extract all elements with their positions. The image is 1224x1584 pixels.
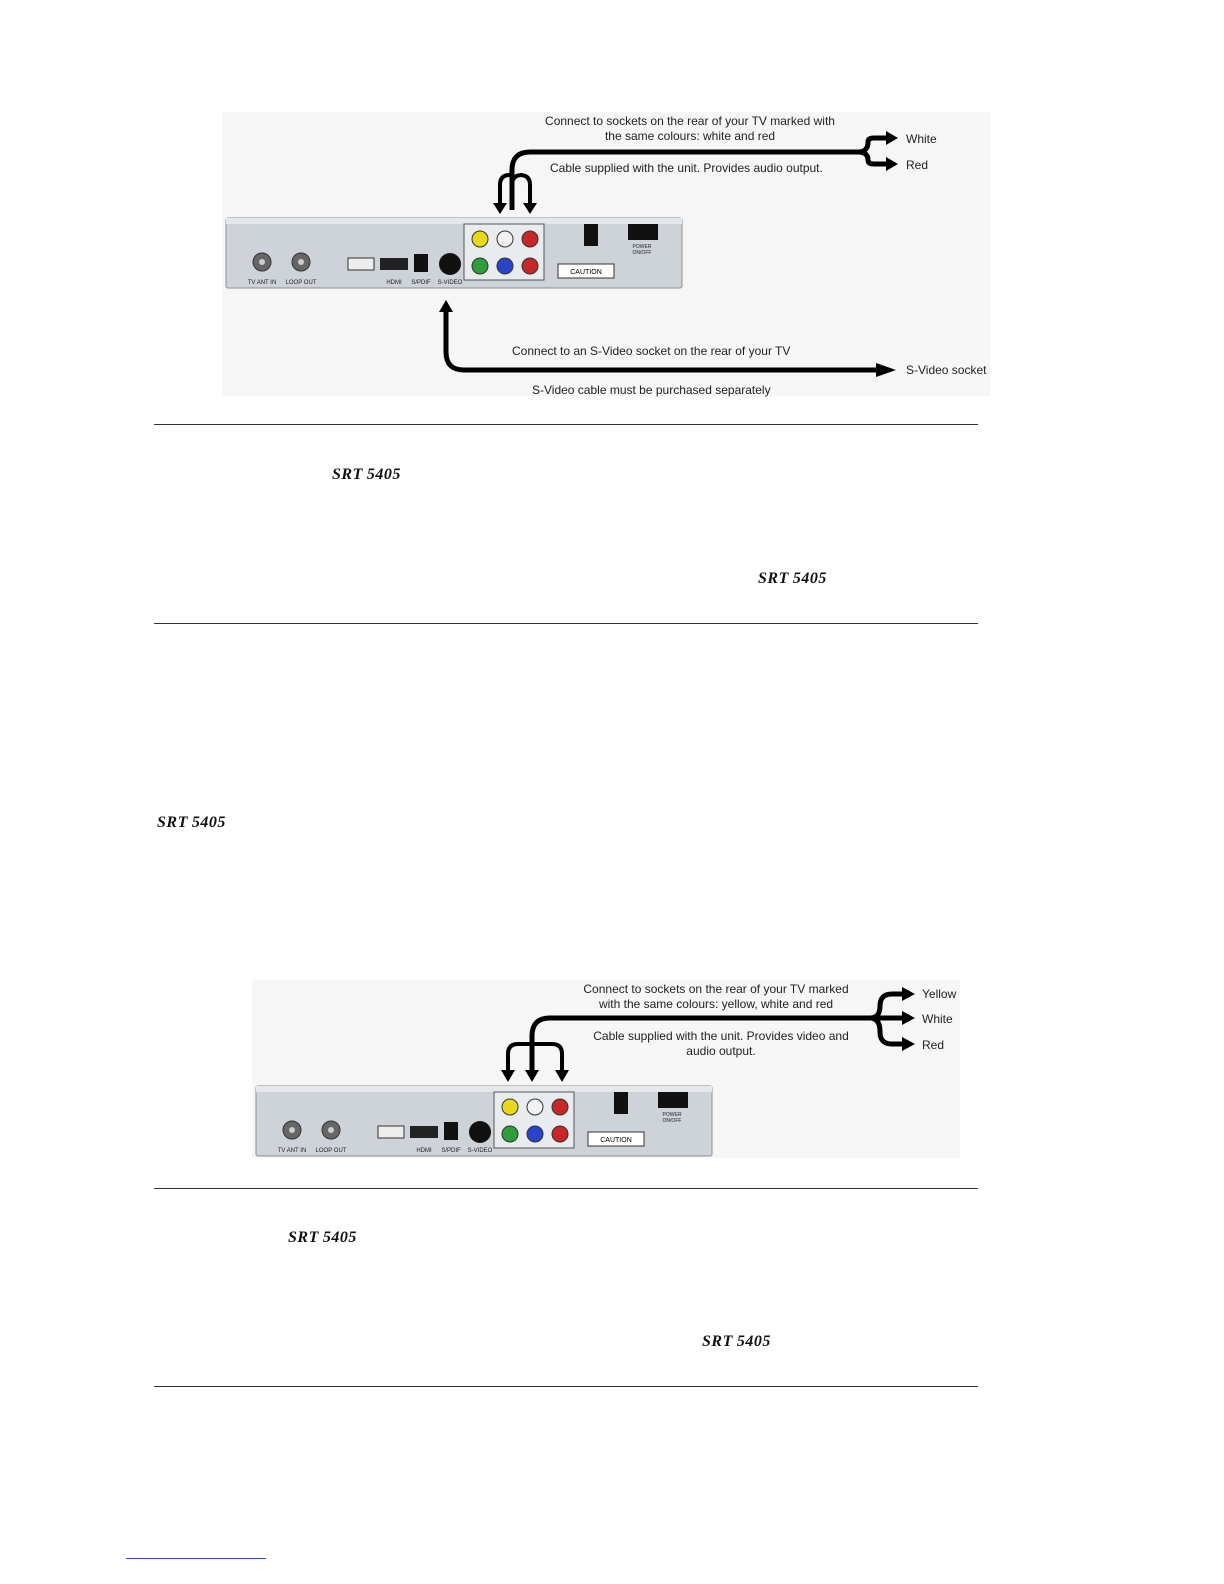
diagram2-top-label: Connect to sockets on the rear of your TV marked with the same colours: yellow, white and red <box>583 982 849 1011</box>
output-label-s-video-socket: S-Video socket <box>906 363 987 377</box>
port-label-s-video: S-VIDEO <box>467 1148 493 1154</box>
port-label-hdmi: HDMI <box>386 280 402 286</box>
receiver-rear-panel-1 <box>224 214 686 292</box>
output-label-white: White <box>922 1012 953 1026</box>
port-label-spdif: S/PDIF <box>411 280 431 286</box>
caution-label: CAUTION <box>570 269 602 276</box>
caution-label: CAUTION <box>600 1137 632 1144</box>
diagram1-bottom-label: Connect to an S-Video socket on the rear of your TV <box>512 344 791 358</box>
svg-text:ON/OFF: ON/OFF <box>662 1118 682 1124</box>
port-label-s-video: S-VIDEO <box>437 280 463 286</box>
brand-logo: SRT 5405 <box>758 570 827 587</box>
output-label-yellow: Yellow <box>922 987 957 1001</box>
divider <box>154 1188 978 1189</box>
divider <box>154 623 978 624</box>
output-label-red: Red <box>922 1038 945 1052</box>
power-label: POWER <box>632 244 652 250</box>
output-label-white: White <box>906 132 937 146</box>
diagram1-bottom-note: S-Video cable must be purchased separately <box>532 383 771 397</box>
divider <box>154 424 978 425</box>
port-label-hdmi: HDMI <box>416 1148 432 1154</box>
power-label: POWER <box>662 1112 682 1118</box>
output-label-red: Red <box>906 158 929 172</box>
port-label-loop-out: LOOP OUT <box>315 1148 347 1154</box>
brand-logo: SRT 5405 <box>157 814 226 831</box>
port-label-tv-ant-in: TV ANT IN <box>277 1148 307 1154</box>
port-label-tv-ant-in: TV ANT IN <box>247 280 277 286</box>
receiver-rear-panel-2 <box>254 1082 716 1160</box>
diagram1-top-label: Connect to sockets on the rear of your TV marked with the same colours: white and red <box>545 114 835 143</box>
divider <box>154 1386 978 1387</box>
brand-logo: SRT 5405 <box>288 1229 357 1246</box>
brand-logo: SRT 5405 <box>702 1333 771 1350</box>
svg-text:ON/OFF: ON/OFF <box>632 250 652 256</box>
diagram1-cable-note: Cable supplied with the unit. Provides audio output. <box>550 161 823 175</box>
footnote-separator <box>126 1558 266 1559</box>
diagram2-cable-note: Cable supplied with the unit. Provides video and audio output. <box>593 1029 849 1058</box>
port-label-spdif: S/PDIF <box>441 1148 461 1154</box>
brand-logo: SRT 5405 <box>332 466 401 483</box>
port-label-loop-out: LOOP OUT <box>285 280 317 286</box>
